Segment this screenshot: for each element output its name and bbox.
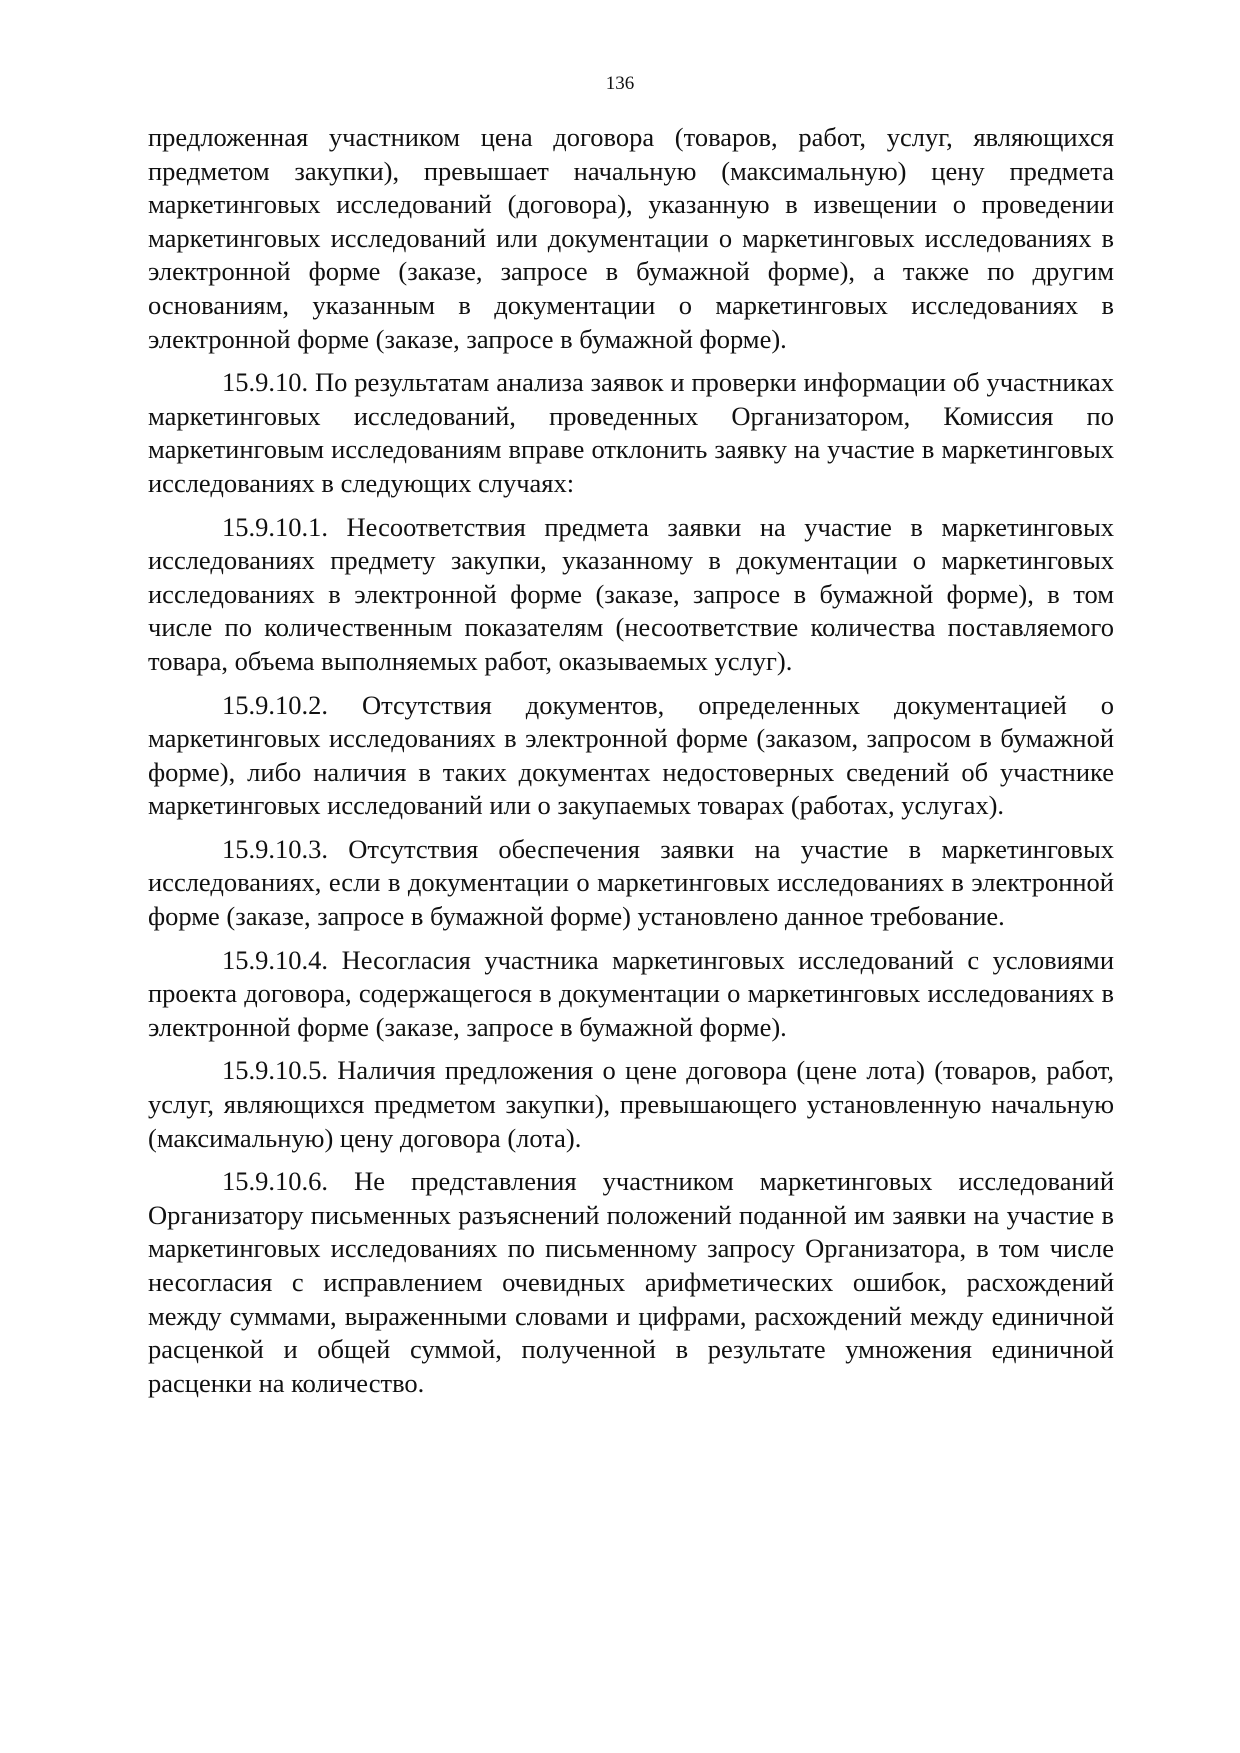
clause-15-9-10-3 <box>148 833 1114 934</box>
clause-15-9-10-4 <box>148 944 1114 1045</box>
clause-text: Отсутствия обеспечения заявки на участие в маркетинговых исследованиях, если в документации о маркетинговых исследованиях в электронной форме (заказе, запросе в бумажной форме) установлено данное требование. <box>148 833 1114 932</box>
clause-number: 15.9.10.5. <box>222 1055 328 1086</box>
clause-text: Несоответствия предмета заявки на участие в маркетинговых исследованиях предмету закупки, указанному в документации о маркетинговых исследованиях в электронной форме (заказе, запросе в бумажной форме), в том числе по количественным показателям (несоответствие количества поставляемого товара, объема выполняемых работ, оказываемых услуг). <box>148 511 1115 676</box>
clause-number: 15.9.10.2. <box>222 689 328 720</box>
paragraph-continuation <box>148 121 1114 356</box>
clause-number: 15.9.10.3. <box>222 833 328 864</box>
clause-15-9-10-5 <box>148 1054 1114 1155</box>
clause-15-9-10-2 <box>148 689 1114 823</box>
clause-text: Наличия предложения о цене договора (цене лота) (товаров, работ, услуг, являющихся предметом закупки), превышающего установленную начальную (максимальную) цену договора (лота). <box>148 1055 1114 1153</box>
clause-text: Отсутствия документов, определенных документацией о маркетинговых исследованиях в электронной форме (заказом, запросом в бумажной форме), либо наличия в таких документах недостоверных сведений об участнике маркетинговых исследований или о закупаемых товарах (работах, услугах). <box>148 689 1114 821</box>
clause-text: Не представления участником маркетинговых исследований Организатору письменных разъяснений положений поданной им заявки на участие в маркетинговых исследованиях по письменному запросу Организатора, в том числе несогласия с исправлением очевидных арифметических ошибок, расхождений между суммами, выраженными словами и цифрами, расхождений между единичной расценкой и общей суммой, полученной в результате умножения единичной расценки на количество. <box>148 1166 1114 1398</box>
clause-number: 15.9.10.6. <box>222 1166 328 1197</box>
paragraph-text: предложенная участником цена договора (товаров, работ, услуг, являющихся предметом закупки), превышает начальную (максимальную) цену предмета маркетинговых исследований (договора), указанную в извещении о проведении маркетинговых исследований или документации о маркетинговых исследованиях в электронной форме (заказе, запросе в бумажной форме), а также по другим основаниям, указанным в документации о маркетинговых исследованиях в электронной форме (заказе, запросе в бумажной форме). <box>148 122 1114 354</box>
page-number: 136 <box>605 73 635 94</box>
clause-number: 15.9.10.1. <box>222 511 328 542</box>
clause-15-9-10-1 <box>148 511 1114 679</box>
clause-15-9-10-6 <box>148 1165 1114 1400</box>
clause-15-9-10 <box>148 366 1114 500</box>
document-body <box>148 121 1114 1410</box>
clause-number: 15.9.10. <box>222 367 309 398</box>
clause-text: По результатам анализа заявок и проверки информации об участниках маркетинговых исследований, проведенных Организатором, Комиссия по маркетинговым исследованиям вправе отклонить заявку на участие в маркетинговых исследованиях в следующих случаях: <box>148 367 1115 498</box>
clause-number: 15.9.10.4. <box>222 944 328 975</box>
clause-text: Несогласия участника маркетинговых исследований с условиями проекта договора, содержащегося в документации о маркетинговых исследованиях в электронной форме (заказе, запросе в бумажной форме). <box>148 944 1115 1042</box>
